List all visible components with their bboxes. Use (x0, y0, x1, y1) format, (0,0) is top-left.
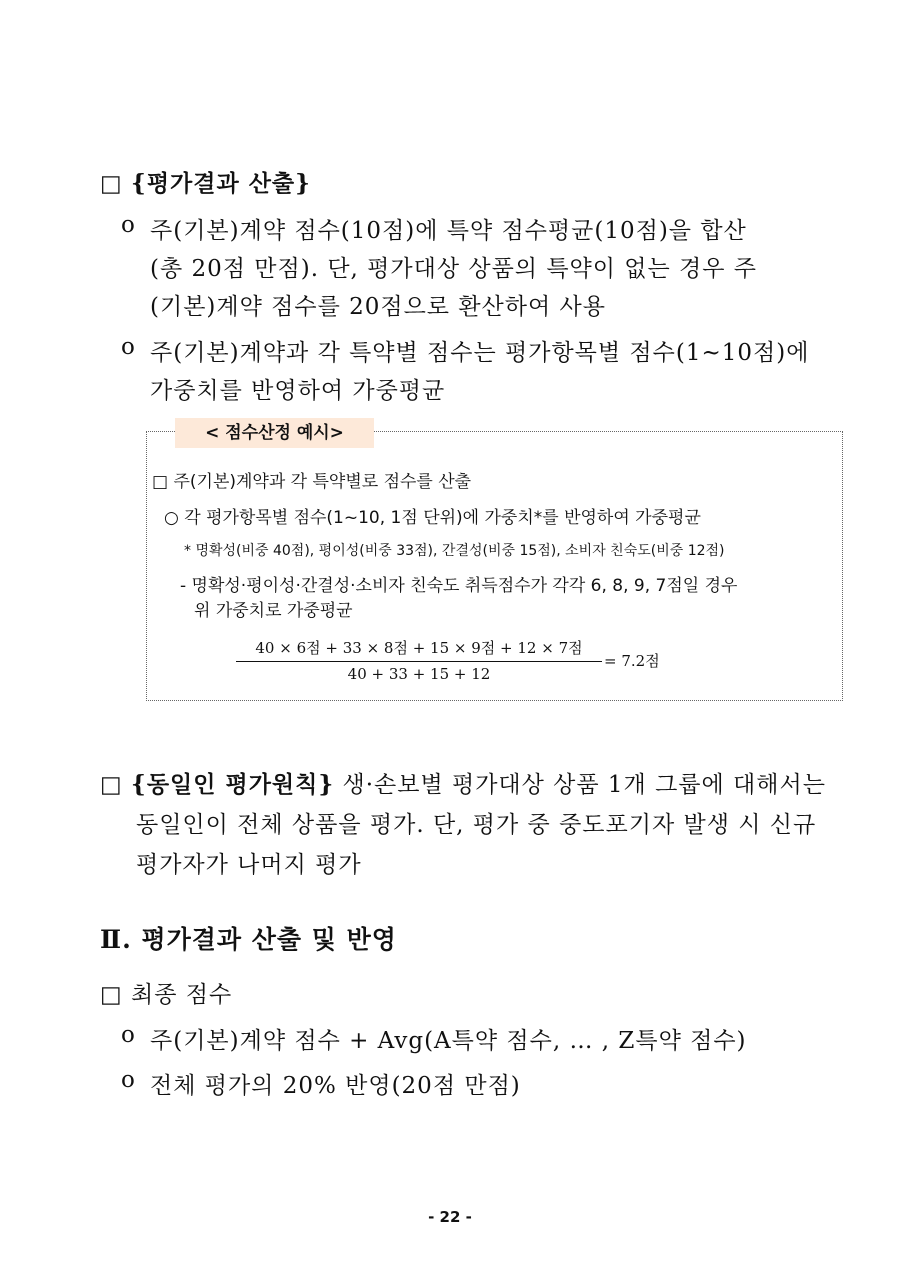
section2-line1: 생·손보별 평가대상 상품 1개 그룹에 대해서는 (342, 772, 826, 798)
section1-item2-line2: 가중치를 반영하여 가중평균 (150, 378, 446, 404)
example-box-title: < 점수산정 예시> (175, 418, 374, 448)
section3-item1: 주(기본)계약 점수 + Avg(A특약 점수, … , Z특약 점수) (150, 1028, 747, 1054)
checkbox-square-icon: □ (100, 772, 123, 798)
section2-line2: 동일인이 전체 상품을 평가. 단, 평가 중 중도포기자 발생 시 신규 (136, 812, 817, 838)
page-number: - 22 - (428, 1208, 472, 1226)
formula-result: = 7.2점 (604, 652, 660, 670)
section2-heading (100, 766, 826, 799)
section1-heading-text: {평가결과 산출} (131, 170, 311, 197)
bullet-circle-icon: o (121, 212, 136, 238)
section2-heading-bold: {동일인 평가원칙} (131, 771, 335, 798)
checkbox-square-icon: □ (100, 982, 123, 1008)
section3-heading-text: 최종 점수 (131, 982, 233, 1008)
section3-heading (100, 976, 232, 1009)
chapter-title: Ⅱ. 평가결과 산출 및 반영 (100, 925, 397, 954)
bullet-circle-icon: o (121, 1067, 136, 1093)
section1-item2-line1: 주(기본)계약과 각 특약별 점수는 평가항목별 점수(1~10점)에 (150, 340, 810, 366)
example-box-bullet: ○ 각 평가항목별 점수(1~10, 1점 단위)에 가중치*를 반영하여 가중평균 (164, 508, 701, 528)
example-box-dash-line1: - 명확성·평이성·간결성·소비자 친숙도 취득점수가 각각 6, 8, 9, 7점일 경우 (180, 576, 738, 596)
section1-item1-line2: (총 20점 만점). 단, 평가대상 상품의 특약이 없는 경우 주 (150, 256, 757, 282)
formula-numerator: 40 × 6점 + 33 × 8점 + 15 × 9점 + 12 × 7점 (255, 639, 583, 657)
section1-heading (100, 165, 311, 198)
section1-item1-line1: 주(기본)계약 점수(10점)에 특약 점수평균(10점)을 합산 (150, 218, 747, 244)
checkbox-square-icon: □ (100, 171, 123, 197)
example-box-dash-line2: 위 가중치로 가중평균 (194, 601, 353, 621)
bullet-circle-icon: o (121, 1022, 136, 1048)
formula-fraction-bar (236, 661, 602, 662)
example-box-footnote: * 명확성(비중 40점), 평이성(비중 33점), 간결성(비중 15점), 소비자 친숙도(비중 12점) (184, 543, 725, 559)
section2-line3: 평가자가 나머지 평가 (136, 852, 362, 878)
section1-item1-line3: (기본)계약 점수를 20점으로 환산하여 사용 (150, 294, 606, 320)
example-box-heading: □ 주(기본)계약과 각 특약별로 점수를 산출 (152, 472, 472, 492)
formula-denominator: 40 + 33 + 15 + 12 (347, 665, 491, 683)
bullet-circle-icon: o (121, 334, 136, 360)
section3-item2: 전체 평가의 20% 반영(20점 만점) (150, 1073, 521, 1099)
